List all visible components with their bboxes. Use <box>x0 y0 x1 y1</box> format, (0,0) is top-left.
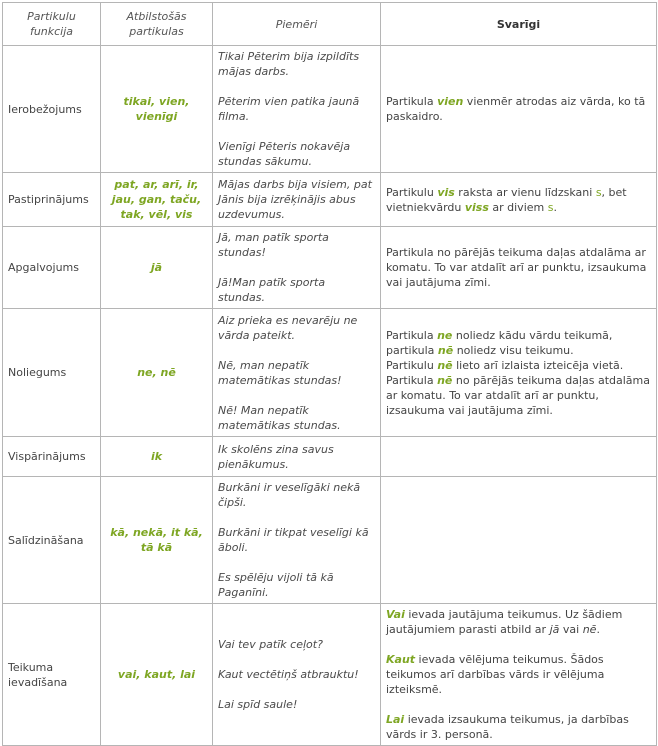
examples-cell <box>213 227 381 309</box>
examples-cell <box>213 477 381 604</box>
particles-cell: vai, kaut, lai <box>101 604 213 746</box>
particles-cell: pat, ar, arī, ir, jau, gan, taču, tak, vēl, vis <box>101 173 213 227</box>
table-row <box>3 437 657 477</box>
particles-table <box>2 2 657 746</box>
table-row <box>3 46 657 173</box>
particles-cell: tikai, vien, vienīgi <box>101 46 213 173</box>
note-text: Partikula ne noliedz kādu vārdu teikumā, <box>386 328 613 342</box>
note-cell <box>381 604 657 746</box>
function-cell: Teikuma ievadīšana <box>3 604 101 746</box>
table-row <box>3 227 657 309</box>
example-text: Kaut vectētiņš atbrauktu! <box>218 668 359 681</box>
example-text: Mājas darbs bija visiem, pat Jānis bija izrēķinājis abus uzdevumus. <box>218 178 372 221</box>
particles-cell: ne, nē <box>101 309 213 437</box>
table-row <box>3 604 657 746</box>
note-text: Partikula nē no pārējās teikuma daļas atdalāma ar komatu. To var atdalīt arī ar punktu, izsaukuma vai jautājuma zīmi. <box>386 373 650 417</box>
particles-cell: ik <box>101 437 213 477</box>
example-text: Vienīgi Pēteris nokavēja stundas sākumu. <box>218 140 351 168</box>
example-text: Pēterim vien patika jaunā filma. <box>218 95 360 123</box>
example-text: Nē! Man nepatīk matemātikas stundas. <box>218 403 341 432</box>
particles-cell: kā, nekā, it kā, tā kā <box>101 477 213 604</box>
example-text: Tikai Pēterim bija izpildīts mājas darbs. <box>218 50 360 78</box>
examples-cell <box>213 604 381 746</box>
example-text: Nē, man nepatīk matemātikas stundas! <box>218 358 342 387</box>
note-cell <box>381 309 657 437</box>
highlighted-particle: Vai <box>386 608 405 621</box>
header-examples: Piemēri <box>213 3 381 46</box>
table-row <box>3 477 657 604</box>
examples-cell <box>213 309 381 437</box>
highlighted-particle: vis <box>437 185 455 199</box>
table-row <box>3 309 657 437</box>
function-cell: Ierobežojums <box>3 46 101 173</box>
example-text: Ik skolēns zina savus pienākumus. <box>218 442 334 471</box>
note-cell <box>381 437 657 477</box>
note-text: Lai ievada izsaukuma teikumus, ja darbības vārds ir 3. personā. <box>386 713 629 741</box>
highlighted-particle: Lai <box>386 713 405 726</box>
function-cell: Apgalvojums <box>3 227 101 309</box>
highlighted-particle: vien <box>437 95 464 108</box>
examples-cell <box>213 173 381 227</box>
example-text: Es spēlēju vijoli tā kā Paganīni. <box>218 571 334 599</box>
example-text: Lai spīd saule! <box>218 698 298 711</box>
function-cell: Noliegums <box>3 309 101 437</box>
header-particles: Atbilstošās partikulas <box>101 3 213 46</box>
function-cell: Salīdzināšana <box>3 477 101 604</box>
highlighted-particle: Kaut <box>386 653 416 666</box>
header-important: Svarīgi <box>381 3 657 46</box>
example-text: Burkāni ir tikpat veselīgi kā āboli. <box>218 526 369 554</box>
table-row <box>3 173 657 227</box>
example-text: Jā, man patīk sporta stundas! <box>218 231 329 259</box>
example-text: Jā!Man patīk sporta stundas. <box>218 276 326 304</box>
note-text: Partikulu nē lieto arī izlaista izteicēja vietā. <box>386 358 624 372</box>
note-text: Kaut ievada vēlējuma teikumus. Šādos teikumos arī darbības vārds ir vēlējuma izteiksmē. <box>386 653 605 696</box>
note-cell <box>381 227 657 309</box>
note-cell <box>381 46 657 173</box>
highlighted-particle: ne <box>437 328 453 342</box>
note-text: Partikula vien vienmēr atrodas aiz vārda, ko tā paskaidro. <box>386 95 646 123</box>
highlighted-particle: nē <box>437 343 454 357</box>
note-text: Partikulu vis raksta ar vienu līdzskani s, bet vietniekvārdu viss ar diviem s. <box>386 185 627 214</box>
header-row <box>3 3 657 46</box>
example-text: Vai tev patīk ceļot? <box>218 638 323 651</box>
example-text: Burkāni ir veselīgāki nekā čipši. <box>218 481 361 509</box>
note-text: partikula nē noliedz visu teikumu. <box>386 343 574 357</box>
note-text: Vai ievada jautājuma teikumus. Uz šādiem jautājumiem parasti atbild ar jā vai nē. <box>386 608 623 636</box>
function-cell: Vispārinājums <box>3 437 101 477</box>
note-cell <box>381 173 657 227</box>
highlighted-particle: nē <box>437 373 453 387</box>
examples-cell <box>213 437 381 477</box>
highlighted-word: viss <box>464 200 489 214</box>
header-function: Partikulu funkcija <box>3 3 101 46</box>
note-text: Partikula no pārējās teikuma daļas atdalāma ar komatu. To var atdalīt arī ar punktu, izsaukuma vai jautājuma zīmi. <box>386 246 647 289</box>
example-text: Aiz prieka es nevarēju ne vārda pateikt. <box>218 313 358 342</box>
function-cell: Pastiprinājums <box>3 173 101 227</box>
examples-cell <box>213 46 381 173</box>
highlighted-particle: nē <box>437 358 453 372</box>
particles-cell: jā <box>101 227 213 309</box>
note-cell <box>381 477 657 604</box>
